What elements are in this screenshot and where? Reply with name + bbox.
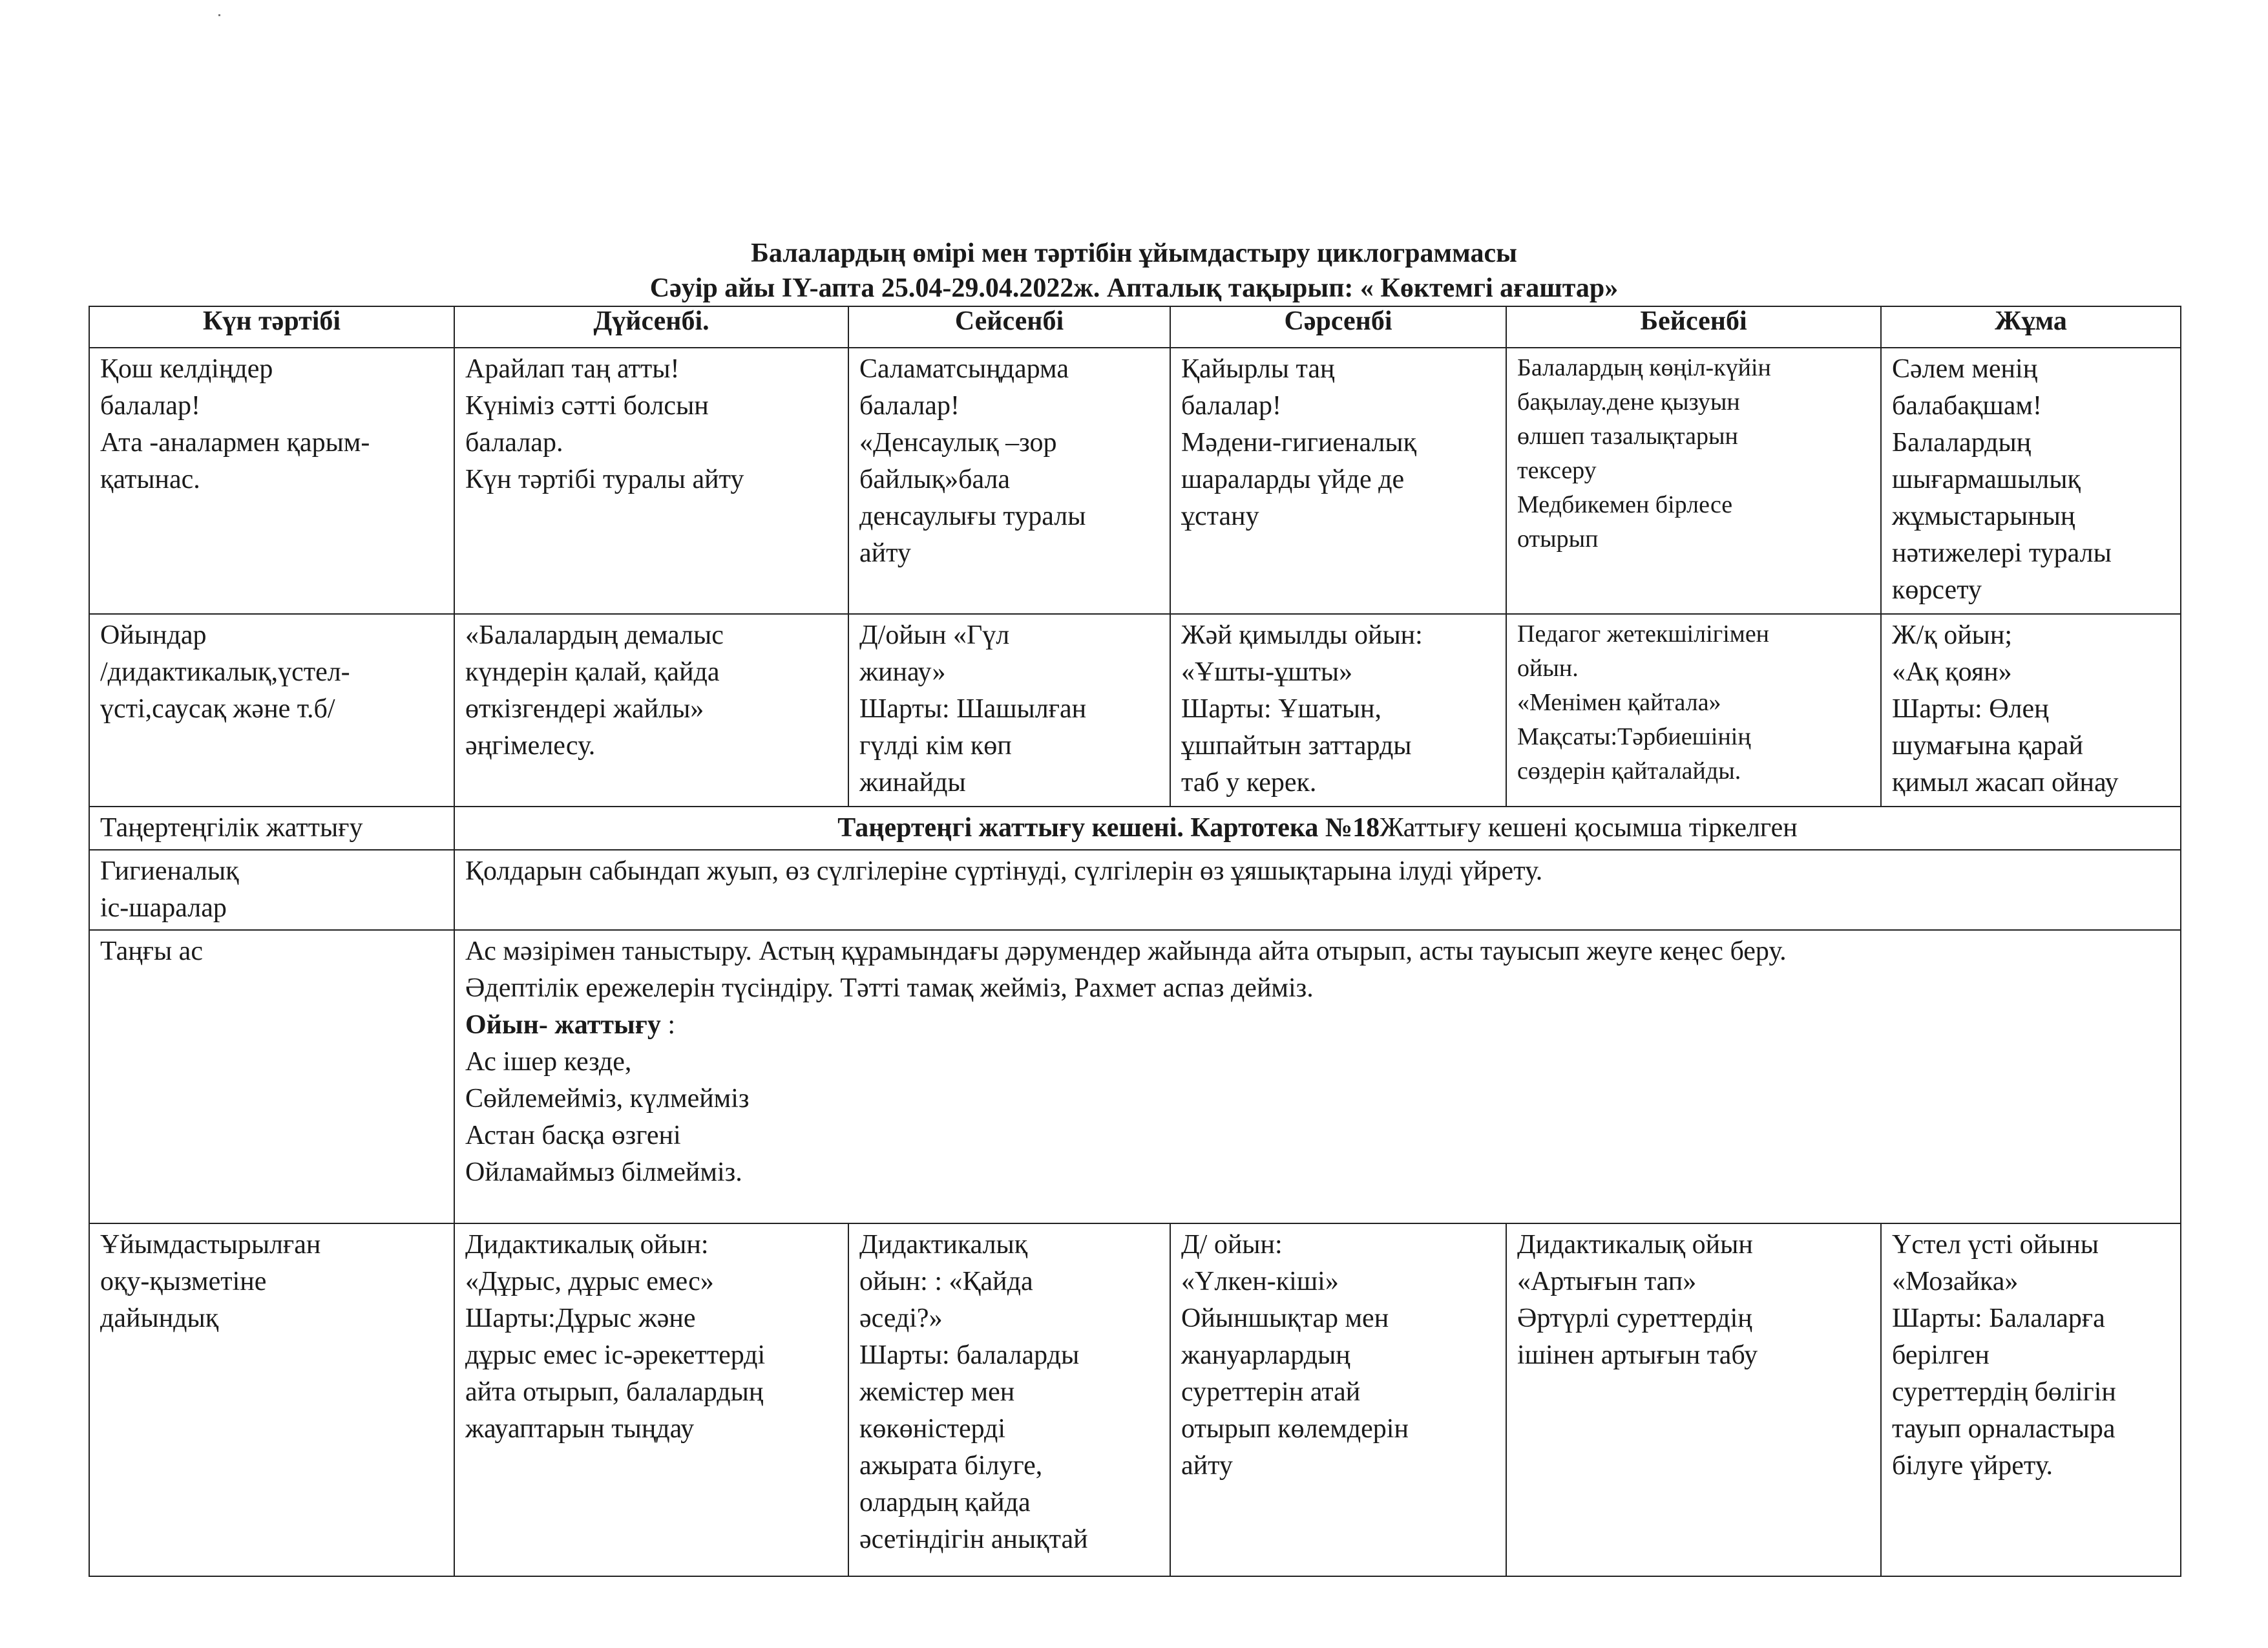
col-header-friday: Жұма <box>1881 306 2181 348</box>
cell-text-line: Ойыншықтар мен <box>1181 1304 1389 1333</box>
cell-text-line: Д/ ойын: <box>1181 1230 1283 1260</box>
cell-text-line: берілген <box>1892 1340 1990 1370</box>
document-title: Балалардың өмірі мен тәртібін ұйымдастыру циклограммасы <box>751 238 1517 268</box>
row-label-breakfast <box>89 930 454 1223</box>
cell-text-line: Мақсаты:Тәрбиешінің <box>1517 723 1751 750</box>
col-header-thursday: Бейсенбі <box>1506 306 1881 348</box>
poem-line: Сөйлемейміз, күлмейміз <box>465 1084 750 1114</box>
cell-text-line: Таңертеңгілік жаттығу <box>100 813 363 843</box>
cell-text-line: шығармашылық <box>1892 465 2081 494</box>
cell-text-line: жұмыстарының <box>1892 502 2075 531</box>
cell-text-line: Жәй қимылды ойын: <box>1181 620 1423 650</box>
row-label-games <box>89 614 454 807</box>
header-row <box>89 306 2181 348</box>
cell-text-line: байлық»бала <box>859 465 1011 494</box>
poem-line: Ойламаймыз білмейміз. <box>465 1157 742 1187</box>
row-label-preparation <box>89 1223 454 1576</box>
cell-text-line: Шарты: балаларды <box>859 1340 1080 1370</box>
cell-prep-wednesday <box>1170 1223 1506 1576</box>
cell-prep-friday <box>1881 1223 2181 1576</box>
cell-prep-thursday <box>1506 1223 1881 1576</box>
cell-text-line: /дидактикалық,үстел- <box>100 657 350 687</box>
table-row-preparation <box>89 1223 2181 1576</box>
row-label-morning-exercise <box>89 807 454 850</box>
cell-text-line: жинау» <box>859 657 946 687</box>
cell-games-monday <box>454 614 848 807</box>
cell-text-line: Ата -аналармен қарым- <box>100 428 370 458</box>
cell-text-line: «Дұрыс, дұрыс емес» <box>465 1267 714 1296</box>
cell-text-line: Д/ойын «Гүл <box>859 620 1010 650</box>
cell-text-line: ойын: : «Қайда <box>859 1267 1033 1296</box>
cell-text-line: балабақшам! <box>1892 391 2042 421</box>
morning-exercise-bold: Таңертеңгі жаттығу кешені. Картотека №18 <box>837 813 1380 843</box>
cell-games-thursday <box>1506 614 1881 807</box>
cell-text-line: Балалардың көңіл-күйін <box>1517 354 1771 381</box>
cell-text-line: айта отырып, балалардың <box>465 1377 764 1407</box>
cell-text-line: жануарлардың <box>1181 1340 1350 1370</box>
cell-text-line: Ойын- жаттығу : <box>465 1010 676 1040</box>
cell-text-line: Ас мәзірімен таныстыру. Астың құрамындағы дәрумендер жайында айта отырып, асты тауысып жеуге кеңес беру. <box>465 936 1787 966</box>
cell-text-line: Шарты: Шашылған <box>859 694 1087 724</box>
cell-text-line: Дидактикалық ойын <box>1517 1230 1753 1260</box>
cell-text-line: Арайлап таң атты! <box>465 354 680 384</box>
cell-text-line: нәтижелері туралы <box>1892 538 2112 568</box>
cell-text-line: Сәлем менің <box>1892 354 2038 384</box>
cell-text-line: Ұйымдастырылған <box>100 1230 321 1260</box>
cell-text-line: Медбикемен бірлесе <box>1517 491 1733 518</box>
cell-text-line: Шарты: Өлең <box>1892 694 2049 724</box>
cell-text-line: Ж/қ ойын; <box>1892 620 2013 650</box>
cell-text-line: шумағына қарай <box>1892 731 2083 761</box>
cell-breakfast <box>454 930 2181 1223</box>
cell-text-line: Күн тәртібі туралы айту <box>465 465 744 494</box>
cell-hygiene <box>454 850 2181 930</box>
cell-text-line: Шарты: Балаларға <box>1892 1304 2105 1333</box>
table-row-games <box>89 614 2181 807</box>
cell-text-line: гүлді кім көп <box>859 731 1012 761</box>
cell-text-line: денсаулығы туралы <box>859 502 1086 531</box>
cell-text-line: білуге үйрету. <box>1892 1451 2053 1481</box>
cell-text-line: «Менімен қайтала» <box>1517 689 1721 716</box>
schedule-table <box>89 306 2181 1577</box>
cell-text-line: ойын. <box>1517 655 1579 682</box>
morning-exercise-rest: Жаттығу кешені қосымша тіркелген <box>1380 813 1798 843</box>
cell-greeting-wednesday <box>1170 348 1506 614</box>
cell-text-line: таб у керек. <box>1181 768 1317 798</box>
cell-text-line: «Ақ қоян» <box>1892 657 2012 687</box>
cell-text-line: шараларды үйде де <box>1181 465 1405 494</box>
cell-text-line: Шарты:Дұрыс және <box>465 1304 696 1333</box>
cell-text-line: әседі?» <box>859 1304 943 1333</box>
table-row-hygiene <box>89 850 2181 930</box>
cell-text-line: әңгімелесу. <box>465 731 596 761</box>
cell-text-line: тауып орналастыра <box>1892 1414 2116 1444</box>
cell-text-line: Үстел үсті ойыны <box>1892 1230 2099 1260</box>
cell-text-line: іс-шаралар <box>100 893 227 923</box>
cell-text-line: үсті,саусақ және т.б/ <box>100 694 335 724</box>
cell-greeting-friday <box>1881 348 2181 614</box>
cell-text-line: суреттердің бөлігін <box>1892 1377 2116 1407</box>
cell-text-line: «Үлкен-кіші» <box>1181 1267 1339 1296</box>
table-row-breakfast <box>89 930 2181 1223</box>
cell-text-line <box>465 810 2170 847</box>
cell-text-line: балалар. <box>465 428 563 458</box>
cell-text-line: өлшеп тазалықтарын <box>1517 423 1738 450</box>
cell-games-wednesday <box>1170 614 1506 807</box>
cell-text-line: көрсету <box>1892 575 1982 605</box>
cell-greeting-tuesday <box>848 348 1170 614</box>
cell-text-line: Қош келдіңдер <box>100 354 273 384</box>
cell-text-line: дайындық <box>100 1304 219 1333</box>
cell-text-line: сөздерін қайталайды. <box>1517 757 1741 785</box>
poem-line: Астан басқа өзгені <box>465 1121 681 1150</box>
cell-text-line: қимыл жасап ойнау <box>1892 768 2119 798</box>
cell-text-line: Балалардың <box>1892 428 2032 458</box>
cell-text-line: жинайды <box>859 768 966 798</box>
cell-text-line: әсетіндігін анықтай <box>859 1525 1088 1554</box>
cell-text-line: Дидактикалық ойын: <box>465 1230 709 1260</box>
cell-text-line: ұшпайтын заттарды <box>1181 731 1412 761</box>
cell-text-line: Қолдарын сабындап жуып, өз сүлгілеріне сүртінуді, сүлгілерін өз ұяшықтарына ілуді үйрету. <box>465 856 1543 886</box>
cell-text-line: балалар! <box>859 391 960 421</box>
cell-text-line: Күніміз сәтті болсын <box>465 391 709 421</box>
cell-text-line: «Денсаулық –зор <box>859 428 1057 458</box>
cell-text-line: айту <box>1181 1451 1233 1481</box>
col-header-monday: Дүйсенбі. <box>454 306 848 348</box>
cell-greeting-monday <box>454 348 848 614</box>
cell-text-line: тексеру <box>1517 457 1597 484</box>
cell-prep-tuesday <box>848 1223 1170 1576</box>
cell-text-line: Шарты: Ұшатын, <box>1181 694 1381 724</box>
row-label-greeting <box>89 348 454 614</box>
cell-text-line: айту <box>859 538 911 568</box>
col-header-tuesday: Сейсенбі <box>848 306 1170 348</box>
cell-text-line: Қайырлы таң <box>1181 354 1335 384</box>
cell-text-line: жемістер мен <box>859 1377 1015 1407</box>
cell-text-line: Ойындар <box>100 620 207 650</box>
cell-text-line: Саламатсыңдарма <box>859 354 1069 384</box>
cell-text-line: «Артығын тап» <box>1517 1267 1697 1296</box>
cell-text-line: күндерін қалай, қайда <box>465 657 720 687</box>
cell-text-line: балалар! <box>100 391 200 421</box>
cell-games-friday <box>1881 614 2181 807</box>
cell-text-line: «Мозайка» <box>1892 1267 2019 1296</box>
cell-text-line: Гигиеналық <box>100 856 239 886</box>
cell-text-line: ішінен артығын табу <box>1517 1340 1758 1370</box>
cell-text-line: жауаптарын тыңдау <box>465 1414 695 1444</box>
cell-text-line: Дидактикалық <box>859 1230 1028 1260</box>
row-label-hygiene <box>89 850 454 930</box>
cell-text-line: дұрыс емес іс-әрекеттерді <box>465 1340 766 1370</box>
cell-text-line: Мәдени-гигиеналық <box>1181 428 1417 458</box>
scan-dot <box>218 14 220 16</box>
cell-text-line: олардың қайда <box>859 1488 1031 1517</box>
table-row-greeting <box>89 348 2181 614</box>
cell-text-line: «Ұшты-ұшты» <box>1181 657 1353 687</box>
cell-text-line: оқу-қызметіне <box>100 1267 267 1296</box>
cell-morning-exercise <box>454 807 2181 850</box>
table-row-morning-exercise <box>89 807 2181 850</box>
cell-text-line: көкөністерді <box>859 1414 1006 1444</box>
cell-text-line: бақылау.дене қызуын <box>1517 388 1740 416</box>
col-header-wednesday: Сәрсенбі <box>1170 306 1506 348</box>
cell-text-line: отырып <box>1517 525 1599 553</box>
cell-text-line: отырып көлемдерін <box>1181 1414 1409 1444</box>
cell-text-line: Әртүрлі суреттердің <box>1517 1304 1752 1333</box>
breakfast-game-title: Ойын- жаттығу <box>465 1010 661 1040</box>
col-header-routine: Күн тәртібі <box>89 306 454 348</box>
cell-text-line: Таңғы ас <box>100 936 203 966</box>
cell-text-line: Педагог жетекшілігімен <box>1517 620 1770 648</box>
cell-text-line: балалар! <box>1181 391 1281 421</box>
cell-text-line: ұстану <box>1181 502 1259 531</box>
cell-text-line: суреттерін атай <box>1181 1377 1361 1407</box>
document-subtitle: Сәуір айы IY-апта 25.04-29.04.2022ж. Апталық тақырып: « Көктемгі ағаштар» <box>649 273 1619 303</box>
cell-games-tuesday <box>848 614 1170 807</box>
poem-line: Ас ішер кезде, <box>465 1047 632 1077</box>
cell-text-line: ажырата білуге, <box>859 1451 1043 1481</box>
cell-greeting-thursday <box>1506 348 1881 614</box>
cell-text-line: қатынас. <box>100 465 200 494</box>
cell-text-line: «Балалардың демалыс <box>465 620 724 650</box>
cell-prep-monday <box>454 1223 848 1576</box>
cell-text-line: Әдептілік ережелерін түсіндіру. Тәтті тамақ жейміз, Рахмет аспаз дейміз. <box>465 973 1314 1003</box>
cell-text-line: өткізгендері жайлы» <box>465 694 704 724</box>
